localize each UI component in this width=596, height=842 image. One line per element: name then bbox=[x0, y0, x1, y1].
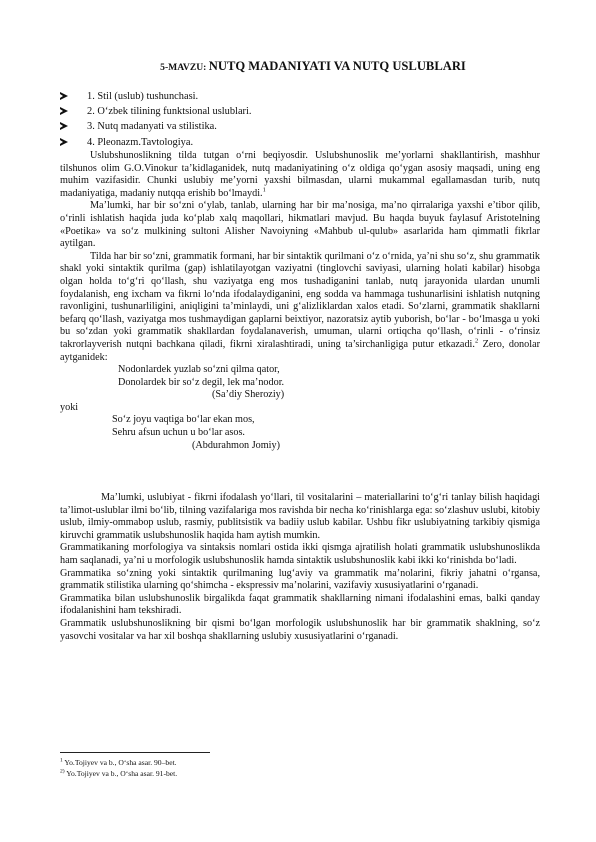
body-text-lower bbox=[60, 492, 540, 643]
topic-list bbox=[60, 89, 540, 150]
paragraph-7: Grammatika bilan uslubshunoslik birgalikda faqat grammatik shakllarning nimani ifodalashini emas, balki qanday ifodalanishini ham tekshiradi. bbox=[60, 592, 540, 617]
list-item bbox=[60, 104, 540, 119]
footnote-ref: 1 bbox=[262, 186, 266, 194]
footnote-divider bbox=[60, 752, 210, 753]
list-item-text: 3. Nutq madanyati va stilistika. bbox=[87, 121, 217, 133]
arrow-bullet-icon bbox=[60, 92, 68, 100]
paragraph-2: Ma’lumki, har bir so‘zni o‘ylab, tanlab, ularning har bir ma’nosiga, ma’no qirralariga yaxshi e’tibor qilib, o‘rinli ishlatish haqida juda ko‘plab xalq maqollari, hikmatlari mavjud. Bu haqda buyuk faylasuf Aristotelning «Poetika» va so‘z mulkining sultoni Alisher Navoiyning «Mahbub ul-qulub» asarlarida ham qimmatli fikrlar aytilgan. bbox=[60, 200, 540, 250]
paragraph-4: Ma’lumki, uslubiyat - fikrni ifodalash yo‘llari, til vositalarini – materiallarini to‘g‘ri tanlay bilish haqidagi ta’limot-uslublar ilmi bo‘lib, tilning vazifalariga mos ravishda bir necha ko‘rinishlarga ega: so‘zlashuv uslubi, kitobiy uslub, ilmiy-ommabop uslub, rasmiy, publitsistik va badiiy uslub kabilar. Ushbu fikr uslubiyatning tarkibiy qismiga kiruvchi grammatik uslubshunoslik haqida ham aytish mumkin. bbox=[60, 492, 540, 541]
paragraph-1: Uslubshunoslikning tilda tutgan o‘rni beqiyosdir. Uslubshunoslik me’yorlarni shakllantirish, mashhur tilshunos olim G.O.Vinokur ta’kidlaganidek, nutq madaniyatining o‘z oldiga qo‘ygan asosiy maqsadi, uning eng muhim vazifasidir. Chunki uslubiy me’yorni yaxshi bilmasdan, ularni mukammal egallamasdan turib, nutq madaniyatiga, madaniy nutqqa erishib bo‘lmaydi.$^1$ bbox=[60, 150, 540, 199]
verse-line: Donolardek bir so‘z degil, lek ma’nodor. bbox=[118, 376, 285, 388]
verse-line: Sehru afsun uchun u bo‘lar asos. bbox=[112, 427, 245, 439]
paragraph-8: Grammatik uslubshunoslikning bir qismi bo‘lgan morfologik uslubshunoslik har bir grammatik shaklning, so‘z yasovchi vositalar va har xil boshqa shakllarning uslubiy xususiyatlarini o‘rganadi. bbox=[60, 617, 540, 642]
list-item bbox=[60, 89, 540, 104]
page-title bbox=[60, 59, 566, 74]
connector-word: yoki bbox=[60, 401, 79, 413]
list-item bbox=[60, 135, 540, 150]
list-item-text: 1. Stil (uslub) tushunchasi. bbox=[87, 91, 199, 102]
arrow-bullet-icon bbox=[60, 107, 68, 115]
paragraph-5: Grammatikaning morfologiya va sintaksis nomlari ostida ikki qismga ajratilish holati grammatik uslubshunoslikda ham saqlanadi, ya’ni u morfologik uslubshunoslik hamda sintaktik uslubshunoslik kabi ikki ko‘rinishda bo‘ladi. bbox=[60, 542, 540, 566]
title-main: NUTQ MADANIYATI VA NUTQ USLUBLARI bbox=[208, 59, 466, 73]
title-prefix: 5-MAVZU: bbox=[160, 62, 209, 73]
verse-line: Nodonlardek yuzlab so‘zni qilma qator, bbox=[118, 364, 280, 376]
list-item-text: 2. O‘zbek tilining funktsional uslublari. bbox=[87, 106, 252, 118]
body-text-upper bbox=[60, 150, 540, 452]
verse-line: So‘z joyu vaqtiga bo‘lar ekan mos, bbox=[112, 414, 255, 426]
verse-author: (Sa’diy Sheroziy) bbox=[212, 389, 285, 401]
footnote-1: $^1$ Yo.Tojiyev va b., O‘sha asar. 90–bet. bbox=[60, 757, 177, 767]
arrow-bullet-icon bbox=[60, 138, 68, 146]
list-item bbox=[60, 119, 540, 134]
verse-author: (Abdurahmon Jomiy) bbox=[192, 439, 280, 451]
footnote-2: $^{2)}$ Yo.Tojiyev va b., O‘sha asar. 91-bet. bbox=[60, 768, 178, 778]
footnote-ref: 2 bbox=[474, 337, 479, 345]
paragraph-3: Tilda har bir so‘zni, grammatik formani, har bir sintaktik qurilmani o‘z o‘rnida, ya’ni shu so‘z, shu grammatik shakl yoki sintaktik qurilma (gap) ishlatilayotgan vaziyatni (tinglovchi saviyasi, ularning holati kabilar) hisobga olgan holda to‘g‘ri qo‘llash, shu vaziyatga eng mos tushadiganini tanlab, nutq jarayonida ulardan unumli foydalanish, eng ixcham va fikrni lo‘nda ifodalaydiganini, eng sodda va hammaga tushunarlisini ishlatish nutqning ravonligini, tushunarliligini, aniqligini ta’minlaydi, uni g‘alizliklardan xalos etadi. So‘zlarni, grammatik shakllarni befarq qo‘llash, vaziyatga mos tushmaydigan gaplarni beixtiyor, nazoratsiz aytib yuborish, bo‘lar - bo‘lmasga u yoki bu so‘zdan yoki grammatik shakllardan foydalanaverish, umuman, ularni ortiqcha qo‘llash, o‘rinli - o‘rinsiz takrorlayverish nutqni bachkana qiladi, fikrni xiralashtiradi, uning ta’sirchanligiga putur etkazadi.$^2$ Zero, donolar aytganidek: bbox=[60, 250, 540, 363]
arrow-bullet-icon bbox=[60, 122, 68, 130]
list-item-text: 4. Pleonazm.Tavtologiya. bbox=[87, 136, 194, 148]
paragraph-6: Grammatika so‘zning yoki sintaktik qurilmaning lug‘aviy va grammatik ma’nolarini, fikriy jahatni o‘rgansa, grammatik stilistika ularning qo‘shimcha - ekspressiv ma’nolarini, vazifaviy xususiyatlarini o‘rganadi. bbox=[60, 567, 540, 592]
